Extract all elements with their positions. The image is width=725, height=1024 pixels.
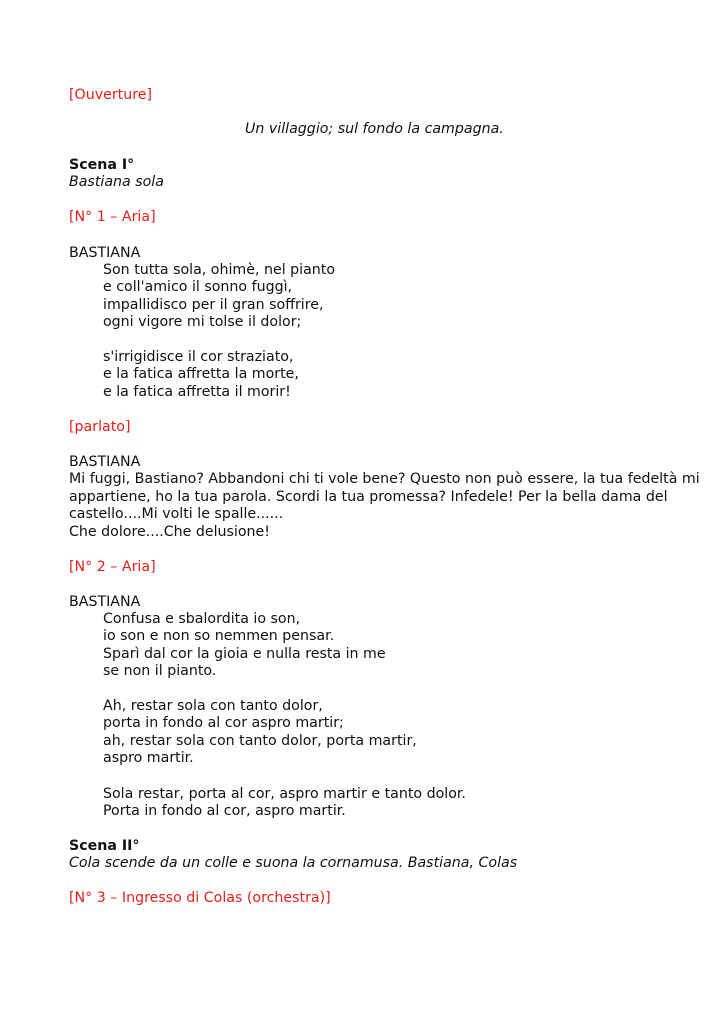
verse-line: Sola restar, porta al cor, aspro martir e tanto dolor.	[103, 786, 466, 802]
verse-line: porta in fondo al cor aspro martir;	[103, 715, 344, 731]
verse-line: ogni vigore mi tolse il dolor;	[103, 314, 302, 330]
scene-title: Scena II°	[69, 838, 140, 854]
section-heading-parlato: [parlato]	[69, 419, 131, 435]
section-heading-no3: [N° 3 – Ingresso di Colas (orchestra)]	[69, 890, 331, 906]
verse-line: Confusa e sbalordita io son,	[103, 611, 301, 627]
verse-line: se non il pianto.	[103, 663, 217, 679]
verse-line: impallidisco per il gran soffrire,	[103, 297, 324, 313]
verse-line: Porta in fondo al cor, aspro martir.	[103, 803, 346, 819]
verse-line: e coll'amico il sonno fuggì,	[103, 279, 293, 295]
scene-subtitle: Cola scende da un colle e suona la cornamusa. Bastiana, Colas	[69, 855, 518, 871]
section-heading-no2: [N° 2 – Aria]	[69, 559, 156, 575]
verse-line: Sparì dal cor la gioia e nulla resta in me	[103, 646, 386, 662]
section-heading-no1: [N° 1 – Aria]	[69, 209, 156, 225]
character-name: BASTIANA	[69, 594, 141, 610]
scene-subtitle: Bastiana sola	[69, 174, 164, 190]
prose-line: Che dolore....Che delusione!	[69, 524, 270, 540]
verse-line: e la fatica affretta la morte,	[103, 366, 299, 382]
verse-line: e la fatica affretta il morir!	[103, 384, 291, 400]
character-name: BASTIANA	[69, 454, 141, 470]
character-name: BASTIANA	[69, 245, 141, 261]
verse-line: aspro martir.	[103, 750, 194, 766]
verse-line: ah, restar sola con tanto dolor, porta martir,	[103, 733, 417, 749]
verse-line: Son tutta sola, ohimè, nel pianto	[103, 262, 336, 278]
verse-line: Ah, restar sola con tanto dolor,	[103, 698, 323, 714]
stage-direction: Un villaggio; sul fondo la campagna.	[245, 121, 504, 137]
section-heading-ouverture: [Ouverture]	[69, 87, 152, 103]
prose-line: appartiene, ho la tua parola. Scordi la tua promessa? Infedele! Per la bella dama del	[69, 489, 668, 505]
verse-line: s'irrigidisce il cor straziato,	[103, 349, 294, 365]
verse-line: io son e non so nemmen pensar.	[103, 628, 335, 644]
prose-line: castello....Mi volti le spalle......	[69, 506, 284, 522]
scene-title: Scena I°	[69, 157, 135, 173]
prose-line: Mi fuggi, Bastiano? Abbandoni chi ti vole bene? Questo non può essere, la tua fedeltà mi	[69, 471, 700, 487]
